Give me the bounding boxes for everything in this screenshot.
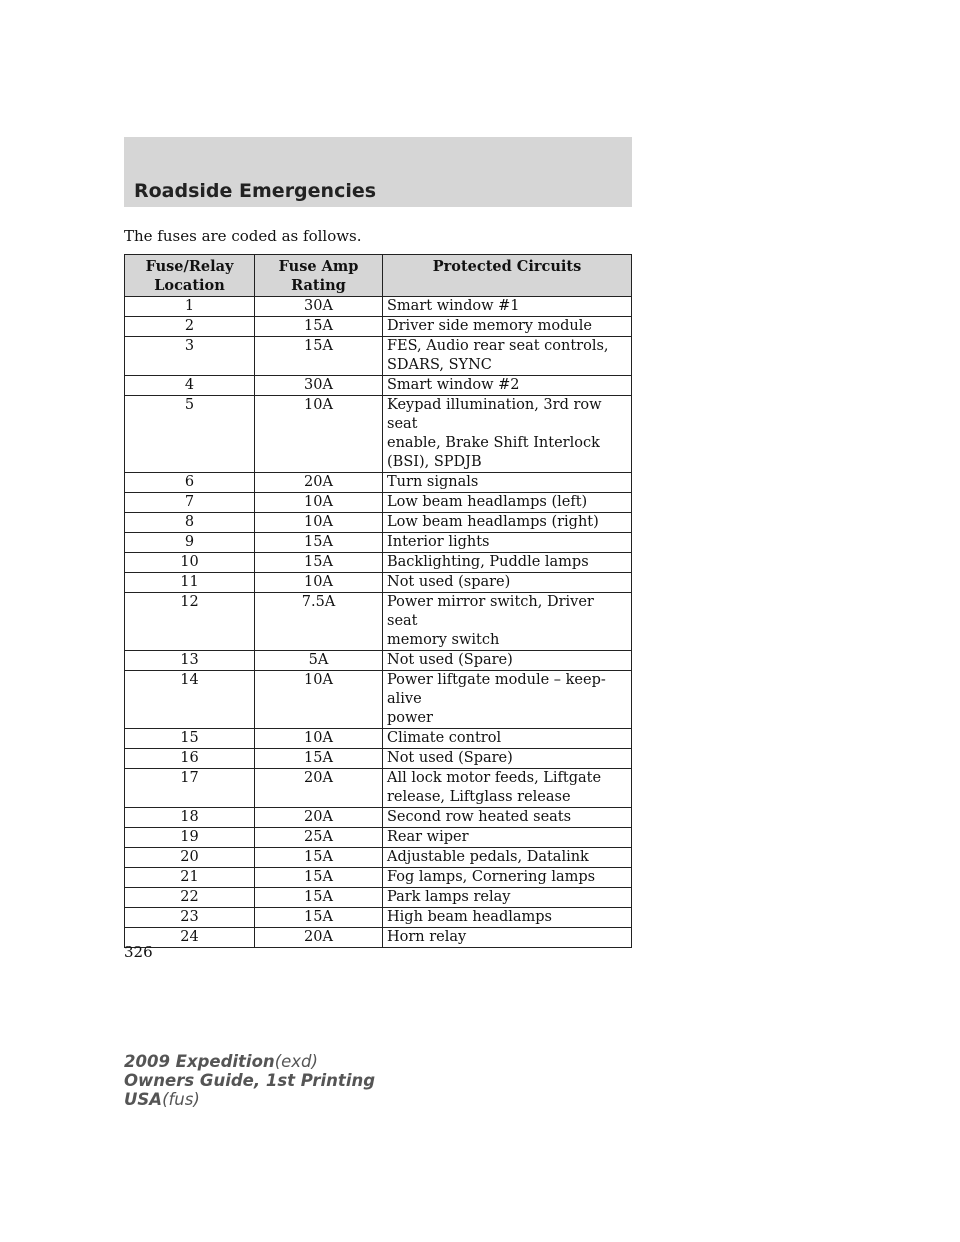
table-row [125,593,632,651]
section-header-band [124,137,632,207]
circuit-text-line: release, Liftglass release [387,789,571,805]
protected-circuits-cell [383,317,632,337]
circuit-text-line: Power liftgate module – keep-alive [387,672,606,707]
circuit-text-line: Rear wiper [387,829,469,845]
circuit-text-line: Second row heated seats [387,809,572,825]
table-row [125,493,632,513]
fuse-location-cell: 11 [125,573,255,593]
table-row [125,888,632,908]
fuse-location-cell: 8 [125,513,255,533]
circuit-text-line: Park lamps relay [387,889,511,905]
header-protected-circuits: Protected Circuits [383,255,632,297]
protected-circuits-cell [383,908,632,928]
protected-circuits-cell [383,473,632,493]
protected-circuits-cell [383,888,632,908]
protected-circuits-cell [383,513,632,533]
protected-circuits-cell [383,396,632,473]
circuit-text-line: Adjustable pedals, Datalink [387,849,589,865]
fuse-location-cell: 2 [125,317,255,337]
circuit-text-line: power [387,710,433,726]
intro-text: The fuses are coded as follows. [124,227,362,245]
protected-circuits-cell [383,928,632,948]
fuse-location-cell: 24 [125,928,255,948]
circuit-text-line: Not used (Spare) [387,750,513,766]
fuse-amp-rating-cell: 15A [255,749,383,769]
table-row [125,376,632,396]
footer-imprint [124,1052,375,1109]
table-row [125,848,632,868]
protected-circuits-cell [383,651,632,671]
circuit-text-line: Power mirror switch, Driver seat [387,594,594,629]
fuse-location-cell: 10 [125,553,255,573]
protected-circuits-cell [383,808,632,828]
fuse-amp-rating-cell: 10A [255,513,383,533]
table-row [125,533,632,553]
protected-circuits-cell [383,749,632,769]
fuse-amp-rating-cell: 15A [255,908,383,928]
table-row [125,317,632,337]
circuit-text-line: memory switch [387,632,500,648]
circuit-text-line: Not used (Spare) [387,652,513,668]
table-row [125,928,632,948]
table-row [125,473,632,493]
protected-circuits-cell [383,533,632,553]
protected-circuits-cell [383,868,632,888]
fuse-location-cell: 20 [125,848,255,868]
fuse-amp-rating-cell: 15A [255,533,383,553]
fuse-table [124,254,632,948]
protected-circuits-cell [383,493,632,513]
fuse-amp-rating-cell: 30A [255,297,383,317]
fuse-amp-rating-cell: 30A [255,376,383,396]
circuit-text-line: Keypad illumination, 3rd row seat [387,397,602,432]
fuse-location-cell: 6 [125,473,255,493]
circuit-text-line: SDARS, SYNC [387,357,492,373]
circuit-text-line: Climate control [387,730,502,746]
fuse-location-cell: 18 [125,808,255,828]
circuit-text-line: Horn relay [387,929,467,945]
circuit-text-line: Smart window #1 [387,298,520,314]
fuse-amp-rating-cell: 15A [255,337,383,376]
fuse-location-cell: 22 [125,888,255,908]
table-row [125,573,632,593]
fuse-location-cell: 5 [125,396,255,473]
circuit-text-line: Fog lamps, Cornering lamps [387,869,596,885]
fuse-location-cell: 1 [125,297,255,317]
fuse-location-cell: 21 [125,868,255,888]
table-row [125,868,632,888]
table-row [125,553,632,573]
fuse-location-cell: 12 [125,593,255,651]
fuse-location-cell: 13 [125,651,255,671]
fuse-location-cell: 15 [125,729,255,749]
table-body [125,297,632,948]
protected-circuits-cell [383,593,632,651]
circuit-text-line: Driver side memory module [387,318,592,334]
table-row [125,769,632,808]
table-row [125,513,632,533]
fuse-amp-rating-cell: 10A [255,493,383,513]
fuse-amp-rating-cell: 7.5A [255,593,383,651]
table-row [125,396,632,473]
fuse-amp-rating-cell: 25A [255,828,383,848]
fuse-amp-rating-cell: 15A [255,868,383,888]
fuse-amp-rating-cell: 15A [255,848,383,868]
table-row [125,337,632,376]
fuse-amp-rating-cell: 10A [255,729,383,749]
protected-circuits-cell [383,671,632,729]
fuse-location-cell: 16 [125,749,255,769]
fuse-location-cell: 7 [125,493,255,513]
fuse-amp-rating-cell: 15A [255,888,383,908]
circuit-text-line: Low beam headlamps (left) [387,494,588,510]
footer-line: 2009 Expedition(exd) [124,1052,318,1071]
circuit-text-line: High beam headlamps [387,909,552,925]
fuse-location-cell: 9 [125,533,255,553]
table-row [125,729,632,749]
circuit-text-line: Not used (spare) [387,574,511,590]
circuit-text-line: Interior lights [387,534,490,550]
fuse-amp-rating-cell: 20A [255,808,383,828]
fuse-amp-rating-cell: 15A [255,553,383,573]
table-row [125,671,632,729]
fuse-amp-rating-cell: 10A [255,396,383,473]
fuse-location-cell: 4 [125,376,255,396]
fuse-amp-rating-cell: 5A [255,651,383,671]
table-row [125,651,632,671]
circuit-text-line: Smart window #2 [387,377,520,393]
protected-circuits-cell [383,573,632,593]
fuse-location-cell: 17 [125,769,255,808]
section-title: Roadside Emergencies [134,180,377,202]
page-number: 326 [124,943,153,961]
table-row [125,297,632,317]
fuse-amp-rating-cell: 20A [255,769,383,808]
circuit-text-line: All lock motor feeds, Liftgate [387,770,602,786]
header-fuse-amp-rating: Fuse Amp Rating [255,255,383,297]
header-fuse-relay-location: Fuse/Relay Location [125,255,255,297]
protected-circuits-cell [383,297,632,317]
protected-circuits-cell [383,828,632,848]
circuit-text-line: enable, Brake Shift Interlock [387,435,600,451]
fuse-location-cell: 3 [125,337,255,376]
fuse-location-cell: 14 [125,671,255,729]
fuse-amp-rating-cell: 15A [255,317,383,337]
protected-circuits-cell [383,848,632,868]
fuse-location-cell: 23 [125,908,255,928]
circuit-text-line: Backlighting, Puddle lamps [387,554,589,570]
circuit-text-line: (BSI), SPDJB [387,454,482,470]
table-row [125,749,632,769]
table-row [125,828,632,848]
fuse-amp-rating-cell: 20A [255,928,383,948]
circuit-text-line: Turn signals [387,474,479,490]
protected-circuits-cell [383,376,632,396]
table-header-row [125,255,632,297]
fuse-amp-rating-cell: 10A [255,671,383,729]
protected-circuits-cell [383,337,632,376]
fuse-amp-rating-cell: 20A [255,473,383,493]
fuse-amp-rating-cell: 10A [255,573,383,593]
protected-circuits-cell [383,769,632,808]
footer-line: Owners Guide, 1st Printing [124,1071,376,1090]
fuse-location-cell: 19 [125,828,255,848]
table-row [125,908,632,928]
protected-circuits-cell [383,553,632,573]
circuit-text-line: FES, Audio rear seat controls, [387,338,609,354]
protected-circuits-cell [383,729,632,749]
circuit-text-line: Low beam headlamps (right) [387,514,599,530]
footer-line: USA(fus) [124,1090,200,1109]
table-row [125,808,632,828]
